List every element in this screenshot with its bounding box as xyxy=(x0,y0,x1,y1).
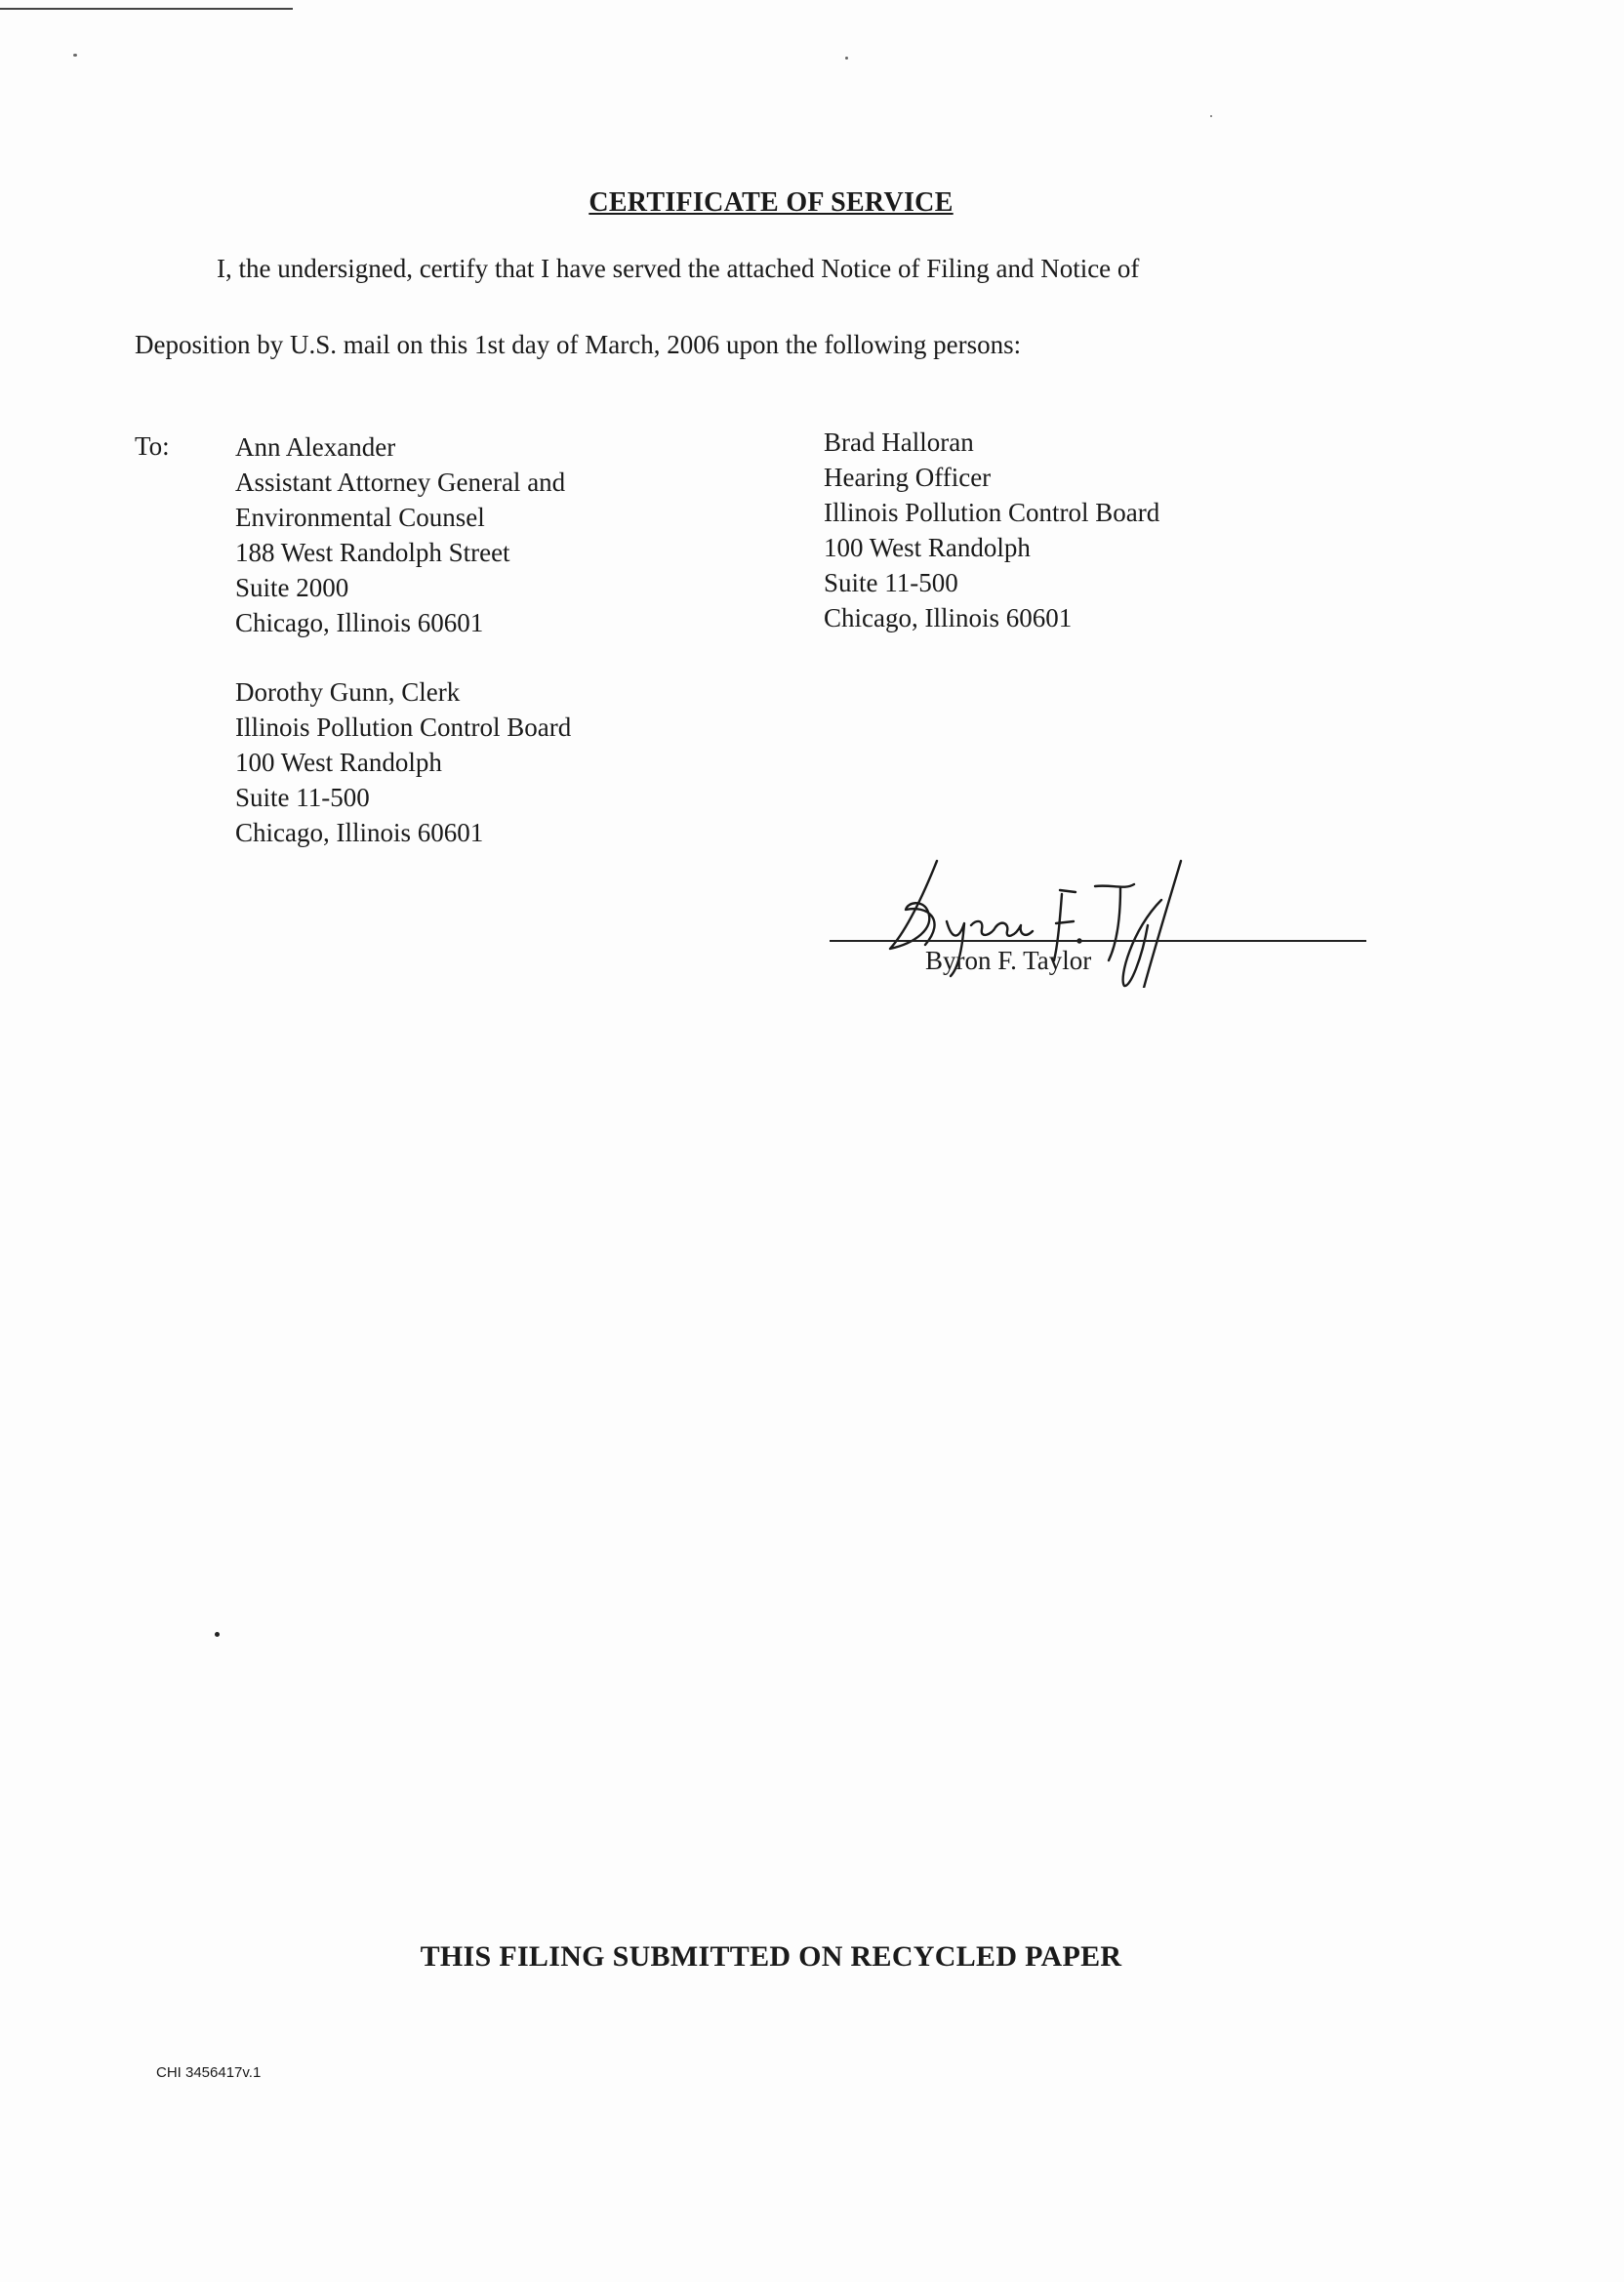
certification-text-line1: I, the undersigned, certify that I have served the attached Notice of Filing and Notice of xyxy=(217,254,1140,283)
address-line: Suite 11-500 xyxy=(824,568,958,597)
address-line: Illinois Pollution Control Board xyxy=(824,498,1160,527)
address-line: Ann Alexander xyxy=(235,432,396,462)
scan-speck xyxy=(73,54,77,57)
address-line: Hearing Officer xyxy=(824,463,992,492)
recipient-address-block xyxy=(824,425,1159,635)
scan-speck xyxy=(215,1632,220,1637)
signer-name: Byron F. Taylor xyxy=(925,946,1092,975)
address-line: Chicago, Illinois 60601 xyxy=(235,608,484,637)
address-line: Suite 11-500 xyxy=(235,783,370,812)
address-line: Suite 2000 xyxy=(235,573,349,602)
signature-line xyxy=(830,940,1366,942)
address-line: Chicago, Illinois 60601 xyxy=(235,818,484,847)
scan-speck xyxy=(845,57,848,60)
address-line: Assistant Attorney General and xyxy=(235,468,566,497)
address-line: Chicago, Illinois 60601 xyxy=(824,603,1073,632)
scan-artifact-line xyxy=(0,8,293,10)
address-line: Dorothy Gunn, Clerk xyxy=(235,677,461,707)
address-line: Brad Halloran xyxy=(824,428,974,457)
certificate-title: CERTIFICATE OF SERVICE xyxy=(589,187,954,218)
address-line: Environmental Counsel xyxy=(235,503,485,532)
to-label: To: xyxy=(135,431,170,461)
address-line: 100 West Randolph xyxy=(235,748,442,777)
scan-speck xyxy=(1210,115,1212,117)
recycled-paper-notice: THIS FILING SUBMITTED ON RECYCLED PAPER xyxy=(420,1940,1122,1973)
address-line: 100 West Randolph xyxy=(824,533,1031,562)
recipient-address-block xyxy=(235,674,571,850)
address-line: Illinois Pollution Control Board xyxy=(235,713,572,742)
recipient-address-block xyxy=(235,429,565,640)
document-id: CHI 3456417v.1 xyxy=(156,2064,262,2081)
certification-text-line2: Deposition by U.S. mail on this 1st day of March, 2006 upon the following persons: xyxy=(135,330,1022,359)
address-line: 188 West Randolph Street xyxy=(235,538,510,567)
